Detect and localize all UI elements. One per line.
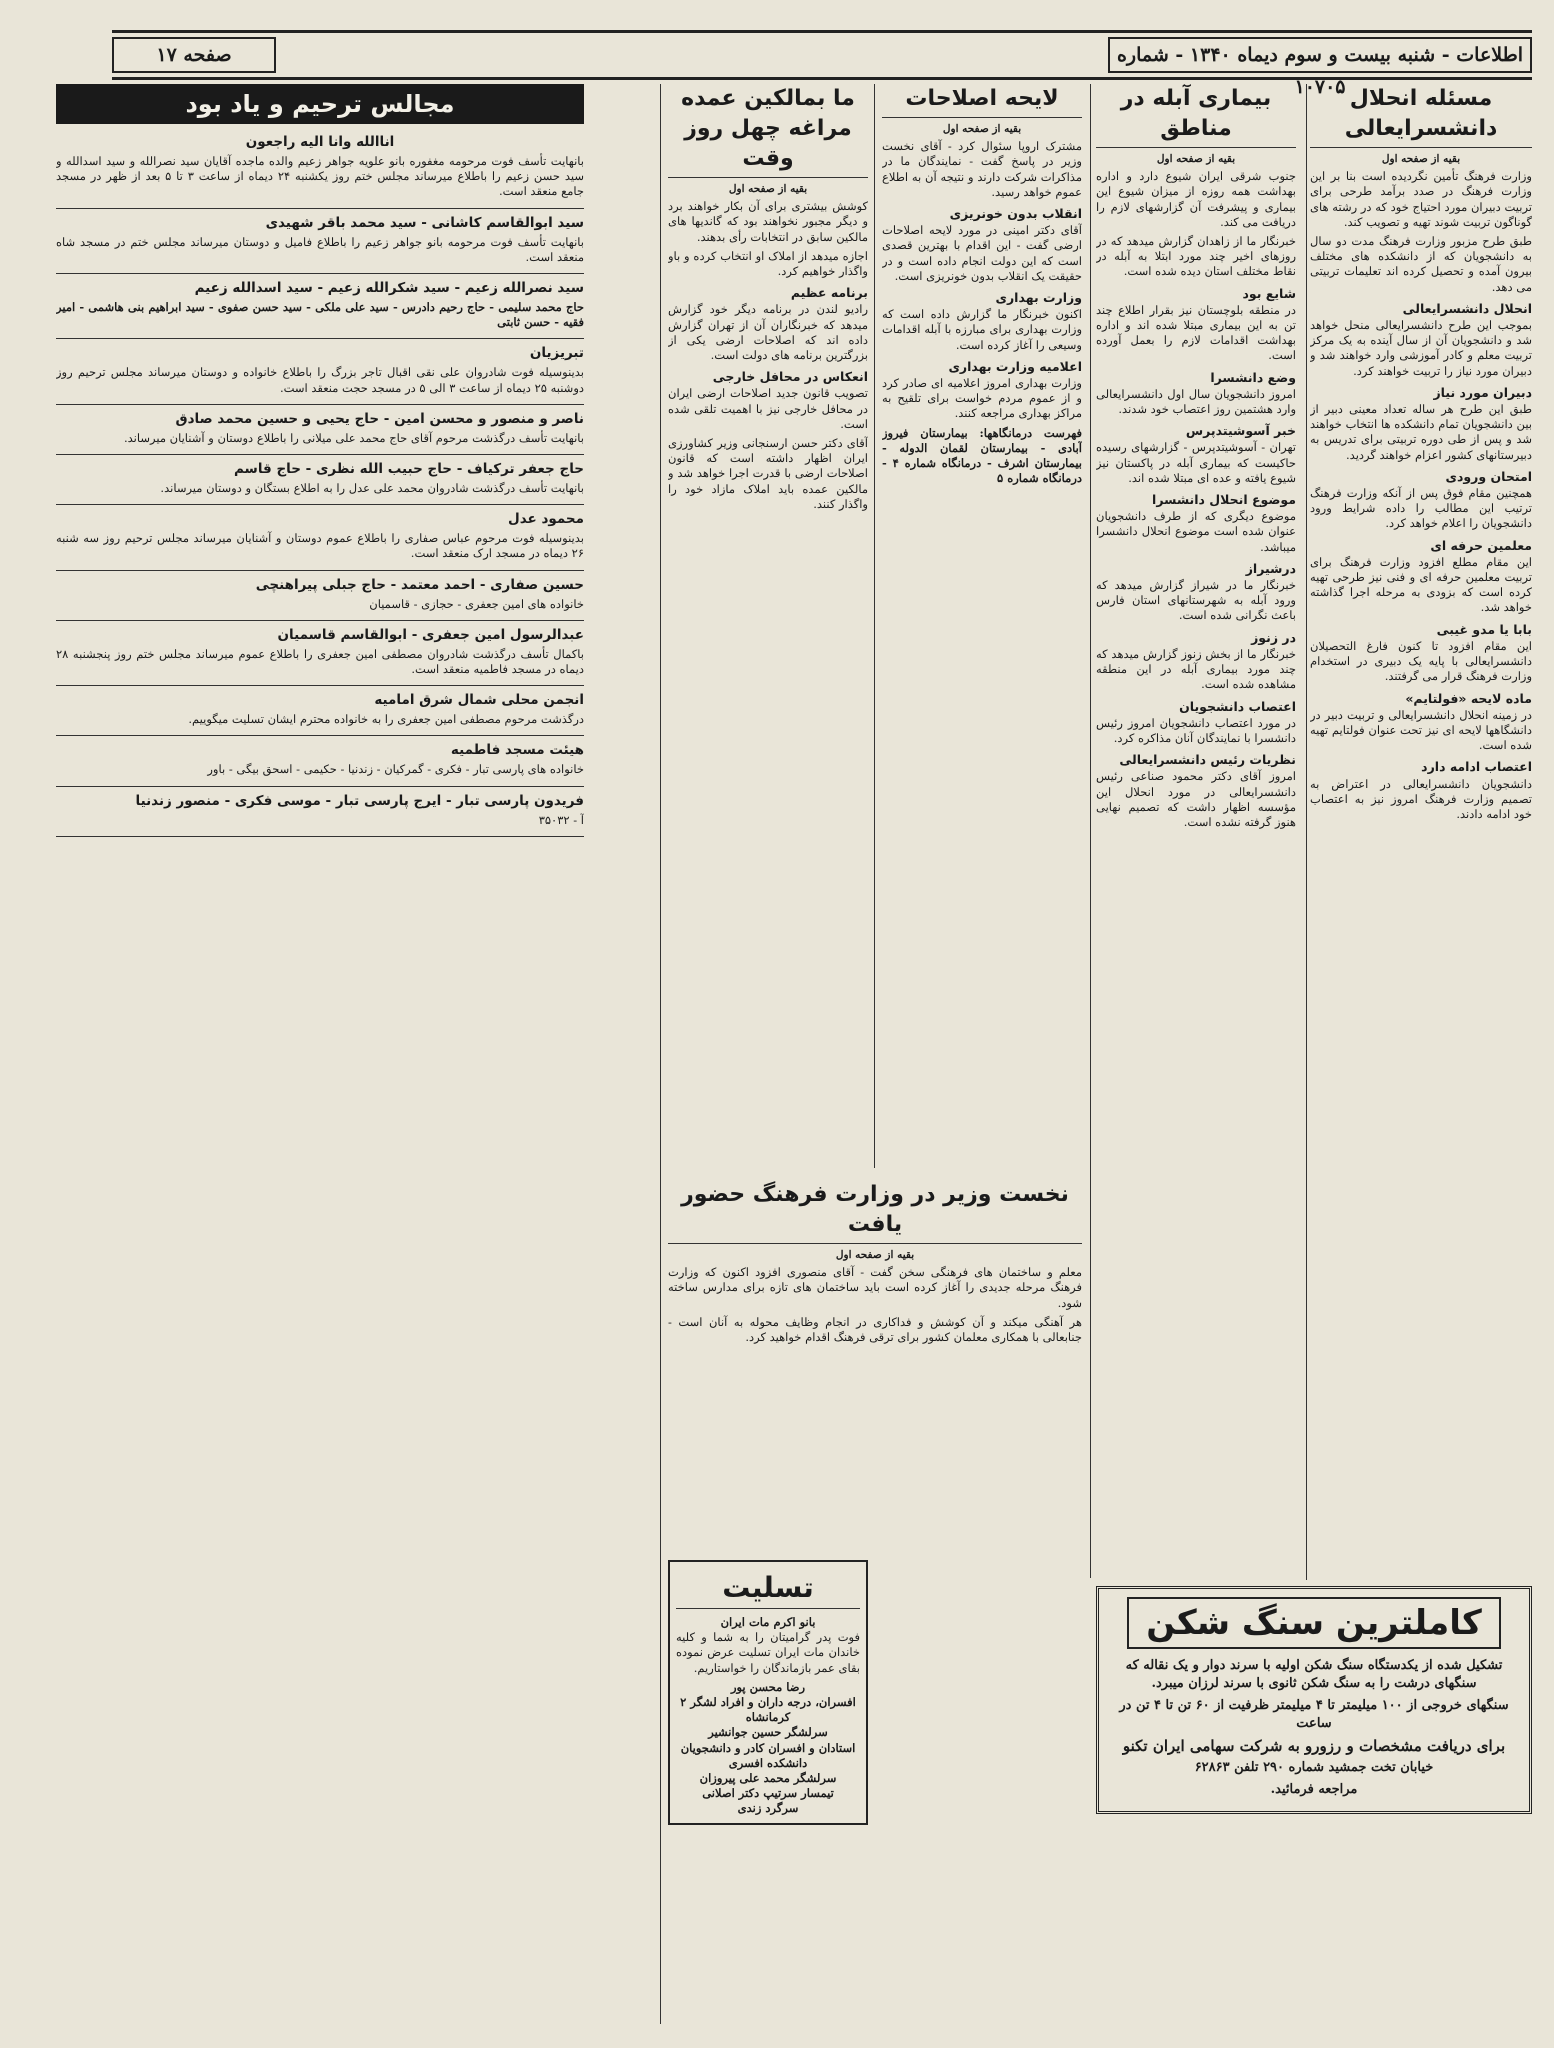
- ad-line: تشکیل شده از یکدستگاه سنگ شکن اولیه با سرند دوار و یک نقاله که سنگهای درشت را به سنگ شکن ثانوی با سرند لرزان میبرد.: [1125, 1658, 1503, 1691]
- condolence-sig: تیمسار سرتیپ دکتر اصلانی: [702, 1786, 834, 1801]
- notice-title: سید ابوالقاسم کاشانی - سید محمد باقر شهیدی: [265, 214, 584, 231]
- paragraph: تهران - آسوشیتدپرس - گزارشهای رسیده حاکیست که بیماری آبله در پاکستان نیز شیوع یافته و عده ای مبتلا شده اند.: [1096, 440, 1296, 485]
- subheading: اعتصاب دانشجویان: [1179, 698, 1296, 714]
- column-rule: [1090, 84, 1091, 1578]
- notice-title: محمود عدل: [508, 511, 584, 528]
- memorial-notice: [56, 736, 584, 786]
- paragraph: طبق این طرح هر ساله تعداد معینی دبیر از بین دانشجویان تمام دانشکده ها انتخاب خواهند شد و پس از طی دوره تربیتی برای تدریس به دبیرستانهای کشور اعزام خواهند گردید.: [1310, 402, 1532, 462]
- paragraph: تصویب قانون جدید اصلاحات ارضی ایران در محافل خارجی نیز با اهمیت تلقی شده است.: [668, 386, 868, 431]
- paragraph: اجازه میدهد از املاک او انتخاب کرده و باو واگذار خواهیم کرد.: [668, 248, 868, 279]
- memorial-notice: [56, 405, 584, 455]
- headline-smallpox: بیماری آبله در مناطق: [1096, 84, 1296, 148]
- subheading: انقلاب بدون خونریزی: [949, 206, 1082, 222]
- column-rule: [660, 84, 661, 2024]
- ad-area: [1096, 1580, 1532, 2024]
- notice-text: بدینوسیله فوت مرحوم عباس صفاری را باطلاع عموم دوستان و آشنایان میرساند مجلس ترحیم روز سه شنبه ۲۶ دیماه در مسجد ارک منعقد است.: [56, 531, 584, 561]
- subheading: دبیران مورد نیاز: [1433, 384, 1532, 400]
- notice-title: اناالله وانا الیه راجعون: [245, 134, 395, 150]
- memorial-notice: [56, 571, 584, 621]
- notice-text: باکمال تأسف درگذشت شادروان مصطفی امین جعفری را باطلاع عموم میرساند مجلس ختم روز پنجشنبه ۲۸ دیماه در مسجد فاطمیه منعقد است.: [56, 646, 584, 677]
- paragraph: جنوب شرقی ایران شیوع دارد و اداره بهداشت همه روزه از میزان شیوع این بیماری و پیشرفت آن گزارشهای لازم را دریافت می کند.: [1096, 169, 1296, 229]
- condolence-sig: سرلشگر محمد علی پیروزان: [699, 1771, 837, 1786]
- notice-text: درگذشت مرحوم مصطفی امین جعفری را به خانواده محترم ایشان تسلیت میگوییم.: [188, 712, 584, 727]
- notice-title: هیئت مسجد فاطمیه: [450, 742, 584, 759]
- paragraph: اکنون خبرنگار ما گزارش داده است که وزارت بهداری برای مبارزه با آبله اقدامات وسیعی را آغاز کرده است.: [882, 307, 1082, 352]
- condolence-line: فوت پدر گرامیتان را به شما و کلیه خاندان مات ایران تسلیت عرض نموده بقای عمر بازماندگان را خواستاریم.: [676, 1630, 860, 1675]
- paragraph: خبرنگار ما از زاهدان گزارش میدهد که در روزهای اخیر چند مورد ابتلا به آبله در نقاط مختلف استان دیده شده است.: [1096, 234, 1296, 279]
- clinic-list: فهرست درمانگاهها: بیمارستان فیروز آبادی - بیمارستان لقمان الدوله - بیمارستان اشرف - درمانگاه شماره ۴ - درمانگاه شماره ۵: [882, 425, 1082, 486]
- ad-line: مراجعه فرمائید.: [1270, 1782, 1358, 1797]
- paragraph: همچنین مقام فوق پس از آنکه وزارت فرهنگ ترتیب این مطالب را داده شرایط ورود دانشجویان را اعلام خواهد کرد.: [1310, 486, 1532, 531]
- subheading: در زنوز: [1251, 629, 1296, 645]
- paragraph: خبرنگار ما از بخش زنوز گزارش میدهد که چند مورد بیماری آبله در این منطقه مشاهده شده است.: [1096, 646, 1296, 692]
- subheading: انحلال دانشسرایعالی: [1402, 300, 1532, 316]
- memorials-banner: مجالس ترحیم و یاد بود: [56, 84, 584, 124]
- memorial-notice: [56, 686, 584, 736]
- ad-line: خیابان تخت جمشید شماره ۲۹۰ تلفن ۶۲۸۶۳: [1194, 1760, 1434, 1775]
- paragraph: دانشجویان دانشسرایعالی در اعتراض به تصمیم وزارت فرهنگ امروز نیز به اعتصاب خود ادامه دادند.: [1310, 776, 1532, 821]
- notice-title: انجمن محلی شمال شرق امامیه: [374, 692, 584, 709]
- paragraph: بموجب این طرح دانشسرایعالی منحل خواهد شد و دانشجویان آن از سال آینده به یک مرکز تربیت معلم و کادر آموزشی وارد خواهند شد و دبیران مورد نیاز را تربیت خواهند کرد.: [1310, 318, 1532, 378]
- paragraph: آقای دکتر حسن ارسنجانی وزیر کشاورزی ایران اظهار داشته است که قانون اصلاحات ارضی با قدرت اجرا خواهد شد و مالکین عمده باید املاک مازاد خود را واگذار کنند.: [668, 436, 868, 511]
- continued-note: بقیه از صفحه اول: [728, 183, 808, 195]
- subheading: خبر آسوشیتدپرس: [1185, 423, 1296, 439]
- memorial-notice: [56, 209, 584, 274]
- memorial-notice: [56, 505, 584, 570]
- paragraph: موضوع دیگری که از طرف دانشجویان عنوان شده است موضوع انحلال دانشسرا میباشد.: [1096, 509, 1296, 554]
- subheading: برنامه عظیم: [790, 285, 868, 301]
- notice-title: ناصر و منصور و محسن امین - حاج یحیی و حسین محمد صادق: [175, 410, 584, 427]
- notice-text: بانهایت تأسف درگذشت مرحوم آقای حاج محمد علی میلانی را باطلاع دوستان و آشنایان میرساند.: [123, 430, 584, 445]
- paragraph: کوشش بیشتری برای آن بکار خواهند برد و دیگر مجبور نخواهند بود که گاندیها های مالکین سابق در انتخابات رأی بدهند.: [668, 199, 868, 244]
- paragraph: این مقام مطلع افزود وزارت فرهنگ برای تربیت معلمین حرفه ای و فنی نیز طرحی تهیه کرده است که بزودی به مرحله اجرا گذاشته خواهد شد.: [1310, 554, 1532, 615]
- paragraph: طبق طرح مزبور وزارت فرهنگ مدت دو سال به دانشجویان که از دانشکده های مختلف بیرون آمده و تحصیل کرده اند تعلیمات تربیتی می دهد.: [1310, 234, 1532, 294]
- memorial-notice: [56, 128, 584, 209]
- page-number: صفحه ۱۷: [112, 37, 276, 73]
- continued-note: بقیه از صفحه اول: [1156, 153, 1236, 165]
- notice-text: آ - ۳۵۰۳۲: [538, 812, 584, 827]
- notice-text: خانواده های پارسی تبار - فکری - گمرکیان - زندنیا - حکیمی - اسحق بیگی - باور: [207, 762, 584, 777]
- subheading: انعکاس در محافل خارجی: [712, 369, 868, 385]
- notice-text: بانهایت تأسف فوت مرحومه بانو جواهر زعیم را باطلاع فامیل و دوستان میرساند مجلس ختم در مسجد شاه منعقد است.: [56, 234, 584, 264]
- condolence-line: بانو اکرم مات ایران: [720, 1615, 816, 1629]
- notice-text: بدینوسیله فوت شادروان علی نقی اقبال تاجر بزرگ را باطلاع خانواده و دوستان میرساند مجلس ترحیم روز دوشنبه ۲۵ دیماه از ساعت ۳ الی ۵ در مسجد حجت منعقد است.: [56, 365, 584, 395]
- notice-title: حاج جعفر ترکیاف - حاج حبیب الله نظری - حاج قاسم: [233, 461, 584, 478]
- condolence-box: [668, 1560, 868, 1825]
- notice-text: بانهایت تأسف درگذشت شادروان محمد علی عدل را به اطلاع بستگان و دوستان میرساند.: [160, 481, 584, 496]
- ad-line: برای دریافت مشخصات و رزورو به شرکت سهامی ایران تکنو: [1122, 1737, 1506, 1755]
- paragraph: در مورد اعتصاب دانشجویان امروز رئیس دانشسرا با نمایندگان آنان مذاکره کرد.: [1096, 715, 1296, 745]
- column-3: [882, 84, 1082, 1168]
- subheading: موضوع انحلال دانشسرا: [1152, 492, 1296, 508]
- condolence-area: [668, 1560, 868, 2024]
- condolence-sig: سرلشگر حسین جوانشیر: [708, 1725, 828, 1740]
- condolence-sig: رضا محسن پور: [730, 1679, 806, 1694]
- headline-dissolution: مسئله انحلال دانشسرایعالی: [1310, 84, 1532, 148]
- paragraph: وزارت بهداری امروز اعلامیه ای صادر کرد و از عموم مردم خواست برای تلقیح به مراکز بهداری مراجعه کنند.: [882, 376, 1082, 421]
- paragraph: معلم و ساختمان های فرهنگی سخن گفت - آقای منصوری افزود اکنون که وزارت فرهنگ مرحله جدیدی را آغاز کرده است باید ساختمان های تازه برای مدارس ساخته شود.: [668, 1265, 1082, 1310]
- notice-text: خانواده های امین جعفری - حجازی - قاسمیان: [369, 596, 584, 611]
- subheading: وزارت بهداری: [995, 290, 1082, 306]
- subheading: وضع دانشسرا: [1210, 369, 1296, 385]
- continued-note: بقیه از صفحه اول: [942, 123, 1022, 135]
- condolence-line: افسران، درجه داران و افراد لشگر ۲ کرمانشاه: [680, 1695, 856, 1725]
- masthead: [112, 30, 1532, 98]
- condolence-sig: سرگرد زندی: [737, 1801, 799, 1816]
- subheading: اعلامیه وزارت بهداری: [948, 358, 1082, 374]
- paragraph: در زمینه انحلال دانشسرایعالی و تربیت دبیر در دانشگاهها لایحه ای نیز تحت عنوان فولتایم تهیه شده است.: [1310, 707, 1532, 753]
- subheading: معلمین حرفه ای: [1430, 537, 1532, 553]
- paragraph: این مقام افزود تا کنون فارغ التحصیلان دانشسرایعالی با پایه یک دبیری در استخدام وزارت فرهنگ قرار می گرفتند.: [1310, 638, 1532, 684]
- subheading: درشیراز: [1245, 560, 1296, 576]
- paragraph: امروز دانشجویان سال اول دانشسرایعالی وارد هشتمین روز اعتصاب خود شدند.: [1096, 386, 1296, 417]
- ad-line: سنگهای خروجی از ۱۰۰ میلیمتر تا ۴ میلیمتر ظرفیت از ۶۰ تن تا ۴ تن در ساعت: [1119, 1698, 1509, 1731]
- paragraph: رادیو لندن در برنامه دیگر خود گزارش میدهد که خبرنگاران آن از تهران گزارش داده اند که اصلاحات ارضی یکی از بزرگترین برنامه های دولت است.: [668, 302, 868, 363]
- headline-maragheh-landlords: ما بمالکین عمده مراغه چهل روز وقت: [668, 84, 868, 178]
- notice-title: عبدالرسول امین جعفری - ابوالقاسم قاسمیان: [277, 626, 584, 643]
- memorial-notice: [56, 787, 584, 837]
- column-4: [668, 84, 868, 1168]
- memorial-notice: [56, 274, 584, 339]
- subheading: امتحان ورودی: [1445, 468, 1532, 484]
- notice-title: سید نصرالله زعیم - سید شکرالله زعیم - سید اسدالله زعیم: [194, 280, 584, 297]
- paragraph: امروز آقای دکتر محمود صناعی رئیس دانشسرایعالی در مورد انحلال این مؤسسه اظهار داشت که تصمیم نهایی هنوز گرفته نشده است.: [1096, 769, 1296, 829]
- paragraph: مشترک اروپا سئوال کرد - آقای نخست وزیر در پاسخ گفت - نمایندگان ما در مذاکرات شرکت دارند و نتیجه آن به اطلاع عموم خواهد رسید.: [882, 139, 1082, 199]
- masthead-issue: اطلاعات - شنبه بیست و سوم دیماه ۱۳۴۰ - شماره ۱۰۷۰۵: [1108, 37, 1532, 73]
- notice-title: فریدون پارسی تبار - ایرج پارسی تبار - موسی فکری - منصور زندنیا: [135, 792, 584, 809]
- paragraph: خبرنگار ما در شیراز گزارش میدهد که ورود آبله به شهرستانهای استان فارس باعث نگرانی شده است.: [1096, 578, 1296, 623]
- notice-title: حسین صفاری - احمد معتمد - حاج جبلی پیراهنچی: [255, 576, 584, 593]
- continued-note: بقیه از صفحه اول: [1381, 153, 1461, 165]
- paragraph: آقای دکتر امینی در مورد لایحه اصلاحات ارضی گفت - این اقدام با بهترین قصدی است که این دولت انجام داده است و در حقیقت یک انقلاب بدون خونریزی است.: [882, 223, 1082, 283]
- paragraph: وزارت فرهنگ تأمین نگردیده است بنا بر این وزارت فرهنگ در صدد برآمد طرحی برای تربیت دبیران مورد احتیاج خود که در رشته های گوناگون تربیت شوند تهیه و تصویب کند.: [1310, 169, 1532, 229]
- notice-title: تبریزیان: [529, 345, 584, 362]
- memorial-notice: [56, 455, 584, 505]
- paragraph: هر آهنگی میکند و آن کوشش و فداکاری در انجام وظایف محوله به آنان است - جنابعالی با همکاری معلمان کشور برای ترقی فرهنگ اقدام خواهید کرد.: [668, 1314, 1082, 1345]
- condolence-line: استادان و افسران کادر و دانشجویان دانشکده افسری: [680, 1740, 856, 1770]
- paragraph: در منطقه بلوچستان نیز بقرار اطلاع چند تن به این بیماری مبتلا شده اند و اداره بهداشت اقدامات لازم را بعمل آورده است.: [1096, 302, 1296, 363]
- column-rule: [874, 84, 875, 1168]
- ad-title: کاملترین سنگ شکن: [1127, 1597, 1501, 1649]
- memorial-notice: [56, 621, 584, 686]
- subheading: اعتصاب ادامه دارد: [1421, 759, 1532, 775]
- column-memorials: [56, 84, 584, 2024]
- subheading: ماده لایحه «فولتایم»: [1405, 690, 1532, 706]
- continued-note: بقیه از صفحه اول: [835, 1249, 915, 1261]
- subheading: شایع بود: [1242, 285, 1296, 301]
- notice-text: حاج محمد سلیمی - حاج رحیم دادرس - سید علی ملکی - سید حسن صفوی - سید ابراهیم بنی هاشمی - امیر فقیه - حسن ثابتی: [56, 300, 584, 330]
- notice-text: بانهایت تأسف فوت مرحومه مغفوره بانو علویه جواهر زعیم والده ماجده آقایان سید نصرالله و سید اسدالله و سید حسن زعیم را باطلاع میرساند مجلس ختم روز یکشنبه ۲۴ دیماه از ساعت ۳ تا ۵ بعد از ظهر در مسجد جامع منعقد است.: [56, 154, 584, 199]
- subheading: نظریات رئیس دانشسرایعالی: [1119, 752, 1296, 768]
- memorial-notice: [56, 339, 584, 404]
- stone-crusher-ad: [1096, 1586, 1532, 1814]
- subheading: بابا یا مدو غیبی: [1436, 621, 1532, 637]
- headline-reform-bill: لایحه اصلاحات: [882, 84, 1082, 118]
- headline-pm-ministry: نخست وزیر در وزارت فرهنگ حضور یافت: [668, 1180, 1082, 1244]
- condolence-title: تسلیت: [676, 1568, 860, 1609]
